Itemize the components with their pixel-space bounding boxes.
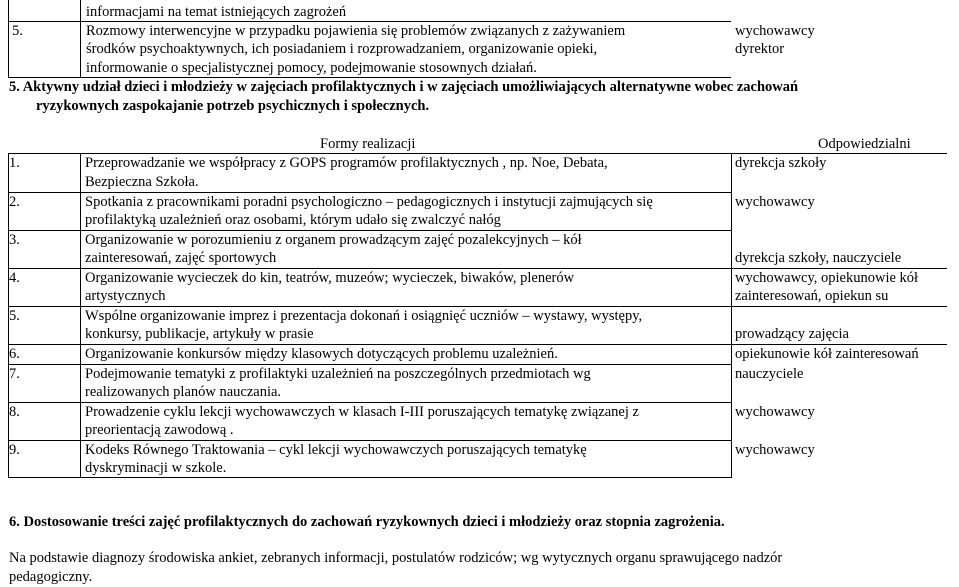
responsible-text: wychowawcy <box>735 442 815 458</box>
row-text-line: środków psychoaktywnych, ich posiadaniem i rozprowadzaniem, organizowanie opieki, <box>86 41 598 57</box>
row-text-line: Organizowanie wycieczek do kin, teatrów, muzeów; wycieczek, biwaków, plenerów <box>85 270 575 286</box>
row-text-line: realizowanych planów nauczania. <box>85 384 282 400</box>
responsible-text: wychowawcy <box>735 23 815 39</box>
row-number: 4. <box>9 270 20 286</box>
section-heading: 5. Aktywny udział dzieci i młodzieży w zajęciach profilaktycznych i w zajęciach umożliwiających alternatywne wobec zachowań <box>9 79 799 95</box>
row-text-line: profilaktyką uzależnień oraz osobami, którym udało się zwalczyć nałóg <box>85 212 501 228</box>
section-heading: 6. Dostosowanie treści zajęć profilaktycznych do zachowań ryzykownych dzieci i młodzieży oraz stopnia zagrożenia. <box>9 514 725 530</box>
row-text-line: Kodeks Równego Traktowania – cykl lekcji wychowawczych poruszających tematykę <box>85 442 587 458</box>
responsible-text: prowadzący zajęcia <box>735 326 849 342</box>
row-text-line: Bezpieczna Szkoła. <box>85 174 199 190</box>
responsible-text: zainteresowań, opiekun su <box>735 288 889 304</box>
row-number: 9. <box>9 442 20 458</box>
row-text-line: artystycznych <box>85 288 166 304</box>
responsible-text: wychowawcy, opiekunowie kół <box>735 270 919 286</box>
row-text-line: preorientacją zawodową . <box>85 422 234 438</box>
row-text-line: zainteresowań, zajęć sportowych <box>85 250 277 266</box>
section-heading: ryzykownych zaspokajanie potrzeb psychicznych i społecznych. <box>36 98 430 114</box>
row-number: 5. <box>9 308 20 324</box>
row-text-line: informowanie o specjalistycznej pomocy, podejmowanie stosownych działań. <box>86 60 537 76</box>
column-header-responsible: Odpowiedzialni <box>818 136 911 152</box>
responsible-text: dyrekcja szkoły <box>735 155 827 171</box>
responsible-text: opiekunowie kół zainteresowań <box>735 346 919 362</box>
row-text-line: konkursy, publikacje, artykuły w prasie <box>85 326 314 342</box>
row-text-line: dyskryminacji w szkole. <box>85 460 227 476</box>
row-text-line: Organizowanie w porozumieniu z organem prowadzącym zajęć pozalekcyjnych – kół <box>85 232 582 248</box>
row-number: 6. <box>9 346 20 362</box>
row-number: 2. <box>9 194 20 210</box>
row-text-line: Rozmowy interwencyjne w przypadku pojawienia się problemów związanych z zażywaniem <box>86 23 626 39</box>
column-header-forms: Formy realizacji <box>320 136 416 152</box>
responsible-text: wychowawcy <box>735 194 815 210</box>
row-number: 3. <box>9 232 20 248</box>
row-number: 5. <box>12 23 23 39</box>
prev-row-text: informacjami na temat istniejących zagrożeń <box>86 4 347 20</box>
paragraph-line: pedagogiczny. <box>9 569 93 585</box>
row-number: 7. <box>9 366 20 382</box>
row-number: 8. <box>9 404 20 420</box>
row-text-line: Prowadzenie cyklu lekcji wychowawczych w klasach I-III poruszających tematykę związanej z <box>85 404 639 420</box>
responsible-text: dyrektor <box>735 41 785 57</box>
row-text-line: Organizowanie konkursów między klasowych dotyczących problemu uzależnień. <box>85 346 558 362</box>
row-text-line: Przeprowadzanie we współpracy z GOPS programów profilaktycznych , np. Noe, Debata, <box>85 155 608 171</box>
paragraph-line: Na podstawie diagnozy środowiska ankiet, zebranych informacji, postulatów rodziców; wg wytycznych organu sprawującego nadzór <box>9 550 783 566</box>
responsible-text: dyrekcja szkoły, nauczyciele <box>735 250 902 266</box>
row-number: 1. <box>9 155 20 171</box>
responsible-text: nauczyciele <box>735 366 804 382</box>
responsible-text: wychowawcy <box>735 404 815 420</box>
row-text-line: Spotkania z pracownikami poradni psychologiczno – pedagogicznych i instytucji zajmujących się <box>85 194 653 210</box>
row-text-line: Wspólne organizowanie imprez i prezentacja dokonań i osiągnięć uczniów – wystawy, występy, <box>85 308 643 324</box>
row-text-line: Podejmowanie tematyki z profilaktyki uzależnień na poszczególnych przedmiotach wg <box>85 366 591 382</box>
